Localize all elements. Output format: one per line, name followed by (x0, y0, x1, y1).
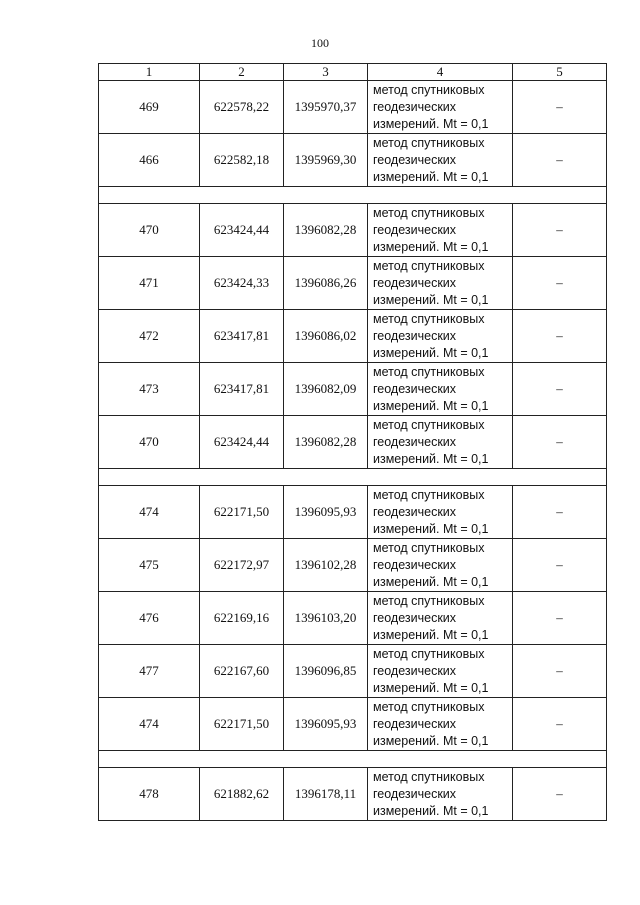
accuracy-dash-cell: – (513, 310, 607, 363)
method-cell (368, 645, 513, 698)
x-coordinate-cell: 623424,44 (200, 416, 284, 469)
separator-cell (99, 751, 607, 768)
separator-row (99, 187, 607, 204)
x-coordinate-cell: 622171,50 (200, 698, 284, 751)
method-text-line2: геодезических (373, 222, 457, 237)
coordinates-table (98, 63, 607, 821)
y-coordinate-cell: 1396096,85 (284, 645, 368, 698)
table-row (99, 416, 607, 469)
table-row (99, 134, 607, 187)
separator-cell (99, 187, 607, 204)
accuracy-dash-cell: – (513, 134, 607, 187)
method-text-line2: геодезических (373, 716, 457, 731)
table-row (99, 257, 607, 310)
method-text-line1: метод спутниковых (373, 205, 485, 220)
point-number-cell: 470 (99, 416, 200, 469)
page-number: 100 (311, 36, 329, 50)
table-row (99, 363, 607, 416)
table-row (99, 204, 607, 257)
method-text-line2: геодезических (373, 557, 457, 572)
x-coordinate-cell: 623417,81 (200, 363, 284, 416)
method-text-line3: измерений. Mt = 0,1 (373, 116, 489, 131)
table-header-row (99, 64, 607, 81)
method-text-line2: геодезических (373, 275, 457, 290)
accuracy-dash-cell: – (513, 645, 607, 698)
method-text-line3: измерений. Mt = 0,1 (373, 345, 489, 360)
method-text-line1: метод спутниковых (373, 311, 485, 326)
column-header-2: 2 (200, 64, 284, 81)
method-text-line2: геодезических (373, 434, 457, 449)
method-text-line3: измерений. Mt = 0,1 (373, 239, 489, 254)
column-header-1: 1 (99, 64, 200, 81)
table-row (99, 768, 607, 821)
method-text-line3: измерений. Mt = 0,1 (373, 521, 489, 536)
point-number-cell: 476 (99, 592, 200, 645)
accuracy-dash-cell: – (513, 698, 607, 751)
method-cell (368, 698, 513, 751)
method-text-line1: метод спутниковых (373, 417, 485, 432)
y-coordinate-cell: 1396086,26 (284, 257, 368, 310)
y-coordinate-cell: 1396103,20 (284, 592, 368, 645)
x-coordinate-cell: 622172,97 (200, 539, 284, 592)
method-text-line1: метод спутниковых (373, 82, 485, 97)
point-number-cell: 470 (99, 204, 200, 257)
x-coordinate-cell: 622169,16 (200, 592, 284, 645)
accuracy-dash-cell: – (513, 363, 607, 416)
method-text-line2: геодезических (373, 504, 457, 519)
method-text-line1: метод спутниковых (373, 699, 485, 714)
x-coordinate-cell: 623424,33 (200, 257, 284, 310)
table-row (99, 486, 607, 539)
method-cell (368, 592, 513, 645)
method-text-line2: геодезических (373, 610, 457, 625)
separator-row (99, 469, 607, 486)
y-coordinate-cell: 1396082,28 (284, 204, 368, 257)
point-number-cell: 475 (99, 539, 200, 592)
accuracy-dash-cell: – (513, 592, 607, 645)
y-coordinate-cell: 1395970,37 (284, 81, 368, 134)
accuracy-dash-cell: – (513, 416, 607, 469)
method-text-line2: геодезических (373, 152, 457, 167)
method-text-line3: измерений. Mt = 0,1 (373, 451, 489, 466)
x-coordinate-cell: 622578,22 (200, 81, 284, 134)
y-coordinate-cell: 1396095,93 (284, 486, 368, 539)
accuracy-dash-cell: – (513, 204, 607, 257)
method-text-line2: геодезических (373, 663, 457, 678)
method-text-line2: геодезических (373, 381, 457, 396)
method-text-line1: метод спутниковых (373, 540, 485, 555)
table-row (99, 592, 607, 645)
separator-cell (99, 469, 607, 486)
y-coordinate-cell: 1396178,11 (284, 768, 368, 821)
table-row (99, 310, 607, 363)
point-number-cell: 474 (99, 486, 200, 539)
point-number-cell: 469 (99, 81, 200, 134)
method-text-line3: измерений. Mt = 0,1 (373, 627, 489, 642)
method-cell (368, 81, 513, 134)
method-cell (368, 768, 513, 821)
y-coordinate-cell: 1396095,93 (284, 698, 368, 751)
table-row (99, 539, 607, 592)
method-cell (368, 416, 513, 469)
method-text-line1: метод спутниковых (373, 487, 485, 502)
accuracy-dash-cell: – (513, 81, 607, 134)
method-cell (368, 204, 513, 257)
method-text-line3: измерений. Mt = 0,1 (373, 292, 489, 307)
point-number-cell: 472 (99, 310, 200, 363)
column-header-4: 4 (368, 64, 513, 81)
method-text-line3: измерений. Mt = 0,1 (373, 574, 489, 589)
coordinates-table-body (99, 64, 607, 821)
y-coordinate-cell: 1396082,09 (284, 363, 368, 416)
accuracy-dash-cell: – (513, 486, 607, 539)
accuracy-dash-cell: – (513, 257, 607, 310)
accuracy-dash-cell: – (513, 539, 607, 592)
x-coordinate-cell: 622582,18 (200, 134, 284, 187)
method-text-line3: измерений. Mt = 0,1 (373, 169, 489, 184)
method-text-line2: геодезических (373, 99, 457, 114)
method-cell (368, 539, 513, 592)
method-text-line3: измерений. Mt = 0,1 (373, 680, 489, 695)
table-row (99, 645, 607, 698)
x-coordinate-cell: 623424,44 (200, 204, 284, 257)
x-coordinate-cell: 622167,60 (200, 645, 284, 698)
x-coordinate-cell: 623417,81 (200, 310, 284, 363)
method-text-line1: метод спутниковых (373, 135, 485, 150)
column-header-3: 3 (284, 64, 368, 81)
method-text-line1: метод спутниковых (373, 364, 485, 379)
point-number-cell: 478 (99, 768, 200, 821)
point-number-cell: 474 (99, 698, 200, 751)
table-row (99, 698, 607, 751)
point-number-cell: 477 (99, 645, 200, 698)
y-coordinate-cell: 1396086,02 (284, 310, 368, 363)
method-cell (368, 486, 513, 539)
method-text-line1: метод спутниковых (373, 769, 485, 784)
method-text-line1: метод спутниковых (373, 646, 485, 661)
method-text-line2: геодезических (373, 786, 457, 801)
point-number-cell: 471 (99, 257, 200, 310)
accuracy-dash-cell: – (513, 768, 607, 821)
method-text-line1: метод спутниковых (373, 593, 485, 608)
point-number-cell: 466 (99, 134, 200, 187)
y-coordinate-cell: 1396082,28 (284, 416, 368, 469)
method-cell (368, 134, 513, 187)
method-text-line3: измерений. Mt = 0,1 (373, 398, 489, 413)
method-cell (368, 257, 513, 310)
method-text-line3: измерений. Mt = 0,1 (373, 803, 489, 818)
method-cell (368, 363, 513, 416)
table-row (99, 81, 607, 134)
method-text-line3: измерений. Mt = 0,1 (373, 733, 489, 748)
separator-row (99, 751, 607, 768)
point-number-cell: 473 (99, 363, 200, 416)
x-coordinate-cell: 621882,62 (200, 768, 284, 821)
x-coordinate-cell: 622171,50 (200, 486, 284, 539)
method-cell (368, 310, 513, 363)
y-coordinate-cell: 1396102,28 (284, 539, 368, 592)
y-coordinate-cell: 1395969,30 (284, 134, 368, 187)
column-header-5: 5 (513, 64, 607, 81)
method-text-line1: метод спутниковых (373, 258, 485, 273)
method-text-line2: геодезических (373, 328, 457, 343)
